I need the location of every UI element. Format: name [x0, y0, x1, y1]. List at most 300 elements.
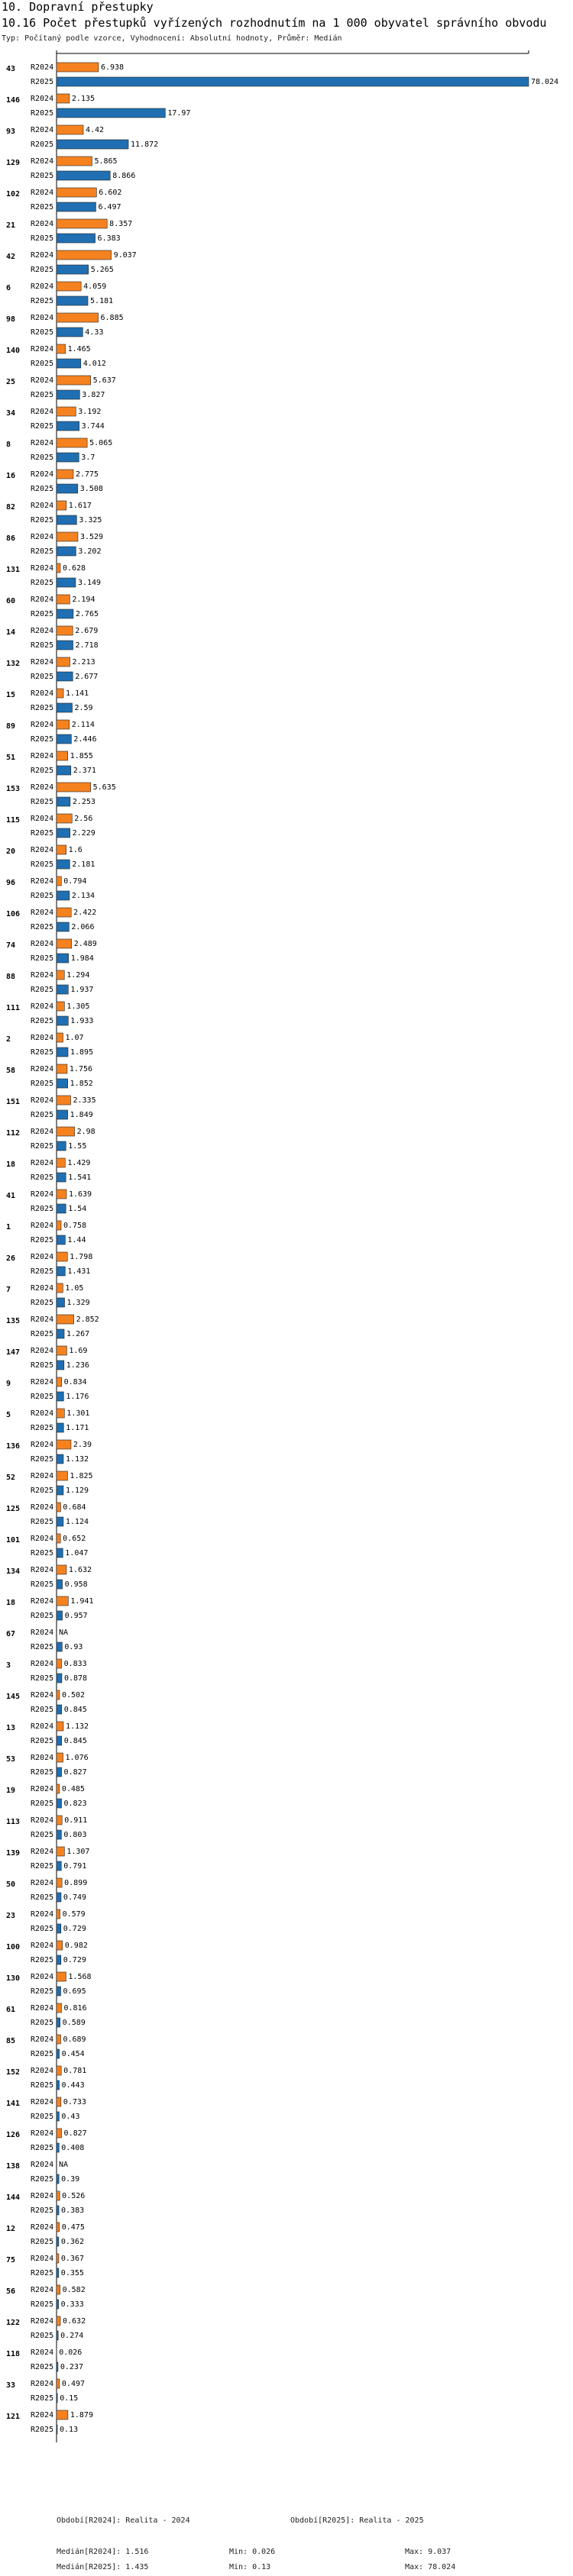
- value-label-r2025: 5.265: [90, 266, 114, 274]
- series-label-r2025: R2025: [31, 1518, 54, 1526]
- series-label-r2024: R2024: [31, 1222, 54, 1230]
- value-label-r2024: 1.132: [65, 1722, 89, 1731]
- value-label-r2025: 2.253: [72, 798, 96, 806]
- value-label-r2025: 0.729: [63, 1925, 86, 1933]
- series-label-r2024: R2024: [31, 1848, 54, 1856]
- bar-r2024: [57, 2285, 60, 2294]
- series-label-r2025: R2025: [31, 2394, 54, 2403]
- series-label-r2025: R2025: [31, 2300, 54, 2309]
- value-label-r2024: 5.637: [92, 376, 116, 385]
- bar-r2024: [57, 1127, 75, 1136]
- value-label-r2025: 0.791: [63, 1862, 87, 1871]
- series-label-r2025: R2025: [31, 860, 54, 869]
- series-label-r2024: R2024: [31, 345, 54, 353]
- period-2024-label: Období[R2024]: Realita - 2024: [57, 2516, 190, 2525]
- bar-r2024: [57, 939, 72, 948]
- bar-r2024: [57, 250, 112, 260]
- series-label-r2024: R2024: [31, 1503, 54, 1512]
- bar-r2025: [57, 171, 110, 180]
- bar-r2024: [57, 1909, 60, 1919]
- value-label-r2025: 1.895: [70, 1048, 94, 1057]
- series-label-r2025: R2025: [31, 2426, 54, 2434]
- bar-r2024: [57, 1377, 62, 1386]
- value-label-r2025: 2.134: [71, 892, 96, 900]
- value-label-r2024: 0.579: [62, 1910, 86, 1919]
- bar-r2025: [57, 547, 76, 556]
- value-label-r2024: 2.39: [73, 1441, 92, 1449]
- series-label-r2024: R2024: [31, 596, 54, 604]
- series-label-r2024: R2024: [31, 439, 54, 447]
- series-label-r2024: R2024: [31, 1566, 54, 1574]
- series-label-r2024: R2024: [31, 1034, 54, 1042]
- value-label-r2024: 0.899: [64, 1879, 88, 1887]
- bar-r2024: [57, 407, 76, 416]
- series-label-r2024: R2024: [31, 1378, 54, 1386]
- series-label-r2025: R2025: [31, 2175, 54, 2184]
- value-label-r2025: 6.383: [97, 234, 121, 243]
- bar-r2024: [57, 2129, 62, 2138]
- value-label-r2025: 1.541: [68, 1173, 92, 1182]
- bar-r2024: [57, 689, 63, 698]
- bar-r2024: [57, 1221, 61, 1230]
- series-label-r2025: R2025: [31, 203, 54, 211]
- row-id-label: 146: [6, 96, 21, 105]
- bar-r2025: [57, 1204, 66, 1213]
- bar-r2024: [57, 908, 71, 917]
- row-id-label: 147: [6, 1348, 21, 1357]
- value-label-r2025: 2.181: [72, 860, 96, 869]
- series-label-r2024: R2024: [31, 1159, 54, 1167]
- value-label-r2024: 0.911: [64, 1816, 88, 1825]
- bar-r2024: [57, 532, 78, 541]
- bar-r2025: [57, 1486, 63, 1495]
- series-label-r2024: R2024: [31, 2192, 54, 2200]
- row-id-label: 151: [6, 1098, 21, 1106]
- series-label-r2025: R2025: [31, 2332, 54, 2340]
- series-label-r2025: R2025: [31, 1173, 54, 1182]
- value-label-r2024: 1.69: [69, 1347, 88, 1355]
- value-label-r2025: 1.852: [70, 1080, 93, 1088]
- row-id-label: 121: [6, 2413, 21, 2421]
- series-label-r2025: R2025: [31, 454, 54, 462]
- row-id-label: 2: [6, 1035, 11, 1044]
- bar-r2024: [57, 751, 68, 760]
- series-label-r2024: R2024: [31, 1973, 54, 1981]
- bar-r2024: [57, 1784, 60, 1793]
- row-id-label: 152: [6, 2068, 21, 2077]
- median-2025-label: Medián[R2025]: 1.435: [57, 2563, 149, 2571]
- value-label-r2025: 1.236: [66, 1361, 89, 1370]
- value-label-r2024: 2.194: [72, 596, 96, 604]
- row-id-label: 60: [6, 597, 16, 605]
- series-label-r2024: R2024: [31, 1754, 54, 1762]
- row-id-label: 98: [6, 315, 16, 324]
- bar-r2024: [57, 1534, 60, 1543]
- row-id-label: 43: [6, 65, 16, 73]
- bar-r2024: [57, 1972, 66, 1981]
- series-label-r2024: R2024: [31, 126, 54, 134]
- series-label-r2025: R2025: [31, 1487, 54, 1495]
- series-label-r2025: R2025: [31, 1674, 54, 1683]
- value-label-r2025: 3.149: [77, 579, 102, 587]
- series-label-r2024: R2024: [31, 1629, 54, 1637]
- series-label-r2024: R2024: [31, 1002, 54, 1011]
- series-label-r2024: R2024: [31, 971, 54, 980]
- value-label-r2025: 0.15: [60, 2394, 79, 2403]
- series-label-r2025: R2025: [31, 1361, 54, 1370]
- value-label-r2024: 1.294: [66, 971, 90, 980]
- value-label-r2025: 11.872: [131, 140, 159, 149]
- value-label-r2025: 0.749: [63, 1893, 87, 1902]
- series-label-r2024: R2024: [31, 1409, 54, 1418]
- value-label-r2024: 0.982: [64, 1942, 88, 1950]
- value-label-r2024: 0.833: [63, 1660, 87, 1668]
- value-label-r2025: 0.408: [61, 2144, 85, 2152]
- series-label-r2024: R2024: [31, 2067, 54, 2075]
- bar-r2024: [57, 1471, 67, 1480]
- series-label-r2025: R2025: [31, 1643, 54, 1651]
- series-label-r2025: R2025: [31, 1080, 54, 1088]
- value-label-r2025: 0.13: [60, 2426, 79, 2434]
- bar-r2025: [57, 390, 79, 399]
- series-label-r2025: R2025: [31, 1236, 54, 1244]
- bar-r2025: [57, 1423, 63, 1432]
- bar-r2024: [57, 344, 66, 353]
- bar-r2025: [57, 2080, 60, 2090]
- bar-r2024: [57, 157, 92, 166]
- series-label-r2024: R2024: [31, 376, 54, 385]
- value-label-r2024: 0.758: [63, 1222, 87, 1230]
- value-label-r2024: 1.756: [69, 1065, 93, 1073]
- row-id-label: 18: [6, 1599, 16, 1607]
- value-label-r2024: 0.652: [63, 1535, 86, 1543]
- value-label-r2025: 3.508: [79, 485, 103, 493]
- median-2024-label: Medián[R2024]: 1.516: [57, 2548, 149, 2556]
- bar-r2025: [57, 515, 76, 525]
- value-label-r2024: 2.213: [72, 658, 96, 667]
- value-label-r2024: 2.135: [71, 95, 96, 103]
- bar-r2025: [57, 797, 70, 806]
- value-label-r2024: 0.497: [61, 2380, 86, 2388]
- series-label-r2025: R2025: [31, 234, 54, 243]
- series-label-r2024: R2024: [31, 627, 54, 635]
- chart-subtitle: 10.16 Počet přestupků vyřízených rozhodnutím na 1 000 obyvatel správního obvodu: [2, 16, 547, 30]
- series-label-r2025: R2025: [31, 1737, 54, 1745]
- series-label-r2024: R2024: [31, 658, 54, 667]
- value-label-r2024: 3.529: [79, 533, 104, 541]
- series-label-r2024: R2024: [31, 689, 54, 698]
- row-id-label: 88: [6, 973, 16, 981]
- row-id-label: 58: [6, 1067, 16, 1075]
- series-label-r2025: R2025: [31, 1612, 54, 1620]
- row-id-label: 42: [6, 253, 16, 261]
- row-id-label: 23: [6, 1912, 16, 1920]
- series-label-r2025: R2025: [31, 1862, 54, 1871]
- series-label-r2024: R2024: [31, 2161, 54, 2169]
- value-label-r2025: 0.589: [62, 2019, 86, 2027]
- series-label-r2025: R2025: [31, 892, 54, 900]
- bar-r2025: [57, 1767, 62, 1777]
- value-label-r2024: 1.301: [66, 1409, 90, 1418]
- value-label-r2025: 2.229: [72, 829, 96, 838]
- value-label-r2025: 5.181: [90, 297, 114, 305]
- bar-r2025: [57, 1173, 66, 1182]
- series-label-r2025: R2025: [31, 1580, 54, 1589]
- bar-r2025: [57, 1642, 62, 1651]
- series-label-r2025: R2025: [31, 2144, 54, 2152]
- row-id-label: 141: [6, 2100, 21, 2108]
- value-label-r2024: NA: [59, 2161, 69, 2169]
- value-label-r2025: 0.827: [63, 1768, 87, 1777]
- value-label-r2024: 0.816: [63, 2004, 87, 2013]
- value-label-r2025: 0.43: [61, 2113, 80, 2121]
- series-label-r2025: R2025: [31, 1205, 54, 1213]
- bar-r2024: [57, 2191, 60, 2200]
- row-id-label: 6: [6, 284, 11, 292]
- series-label-r2025: R2025: [31, 829, 54, 838]
- row-id-label: 12: [6, 2225, 16, 2233]
- value-label-r2024: 2.98: [76, 1128, 96, 1136]
- series-label-r2025: R2025: [31, 109, 54, 118]
- value-label-r2025: 0.355: [60, 2269, 84, 2277]
- series-label-r2025: R2025: [31, 1330, 54, 1338]
- bar-r2024: [57, 94, 70, 103]
- series-label-r2025: R2025: [31, 1925, 54, 1933]
- series-label-r2024: R2024: [31, 1347, 54, 1355]
- row-id-label: 50: [6, 1880, 16, 1889]
- series-label-r2024: R2024: [31, 1128, 54, 1136]
- row-id-label: 25: [6, 378, 16, 386]
- value-label-r2025: 1.129: [65, 1487, 89, 1495]
- bar-r2024: [57, 2003, 61, 2013]
- bar-r2025: [57, 2112, 59, 2121]
- value-label-r2025: 2.677: [75, 673, 99, 681]
- bar-r2024: [57, 2223, 60, 2232]
- row-id-label: 53: [6, 1755, 16, 1764]
- row-id-label: 34: [6, 409, 16, 418]
- value-label-r2024: 0.684: [63, 1503, 86, 1512]
- series-label-r2025: R2025: [31, 2081, 54, 2090]
- series-label-r2024: R2024: [31, 1315, 54, 1324]
- series-label-r2025: R2025: [31, 1455, 54, 1464]
- bar-r2024: [57, 1503, 60, 1512]
- bar-r2025: [57, 2268, 59, 2277]
- row-id-label: 96: [6, 879, 16, 887]
- bar-r2025: [57, 1235, 65, 1244]
- value-label-r2024: 6.938: [100, 63, 125, 72]
- bar-r2024: [57, 1346, 66, 1355]
- row-id-label: 1: [6, 1223, 11, 1232]
- bar-r2025: [57, 265, 89, 274]
- value-label-r2024: 0.628: [62, 564, 86, 573]
- bar-r2024: [57, 1816, 62, 1825]
- value-label-r2024: 0.689: [63, 2035, 86, 2044]
- series-label-r2024: R2024: [31, 2255, 54, 2263]
- bar-r2025: [57, 828, 70, 838]
- value-label-r2025: 17.97: [167, 109, 191, 118]
- series-label-r2024: R2024: [31, 1660, 54, 1668]
- value-label-r2025: 2.371: [73, 767, 96, 775]
- bar-r2024: [57, 125, 83, 134]
- series-label-r2025: R2025: [31, 2238, 54, 2246]
- min-2024-label: Min: 0.026: [229, 2548, 276, 2556]
- bar-r2025: [57, 1548, 63, 1558]
- value-label-r2025: 0.845: [63, 1706, 87, 1714]
- bar-r2024: [57, 626, 73, 635]
- bar-r2024: [57, 1158, 65, 1167]
- value-label-r2025: 3.744: [81, 422, 105, 431]
- bar-r2024: [57, 1659, 62, 1668]
- row-id-label: 89: [6, 722, 16, 731]
- bar-r2025: [57, 108, 165, 118]
- value-label-r2024: 0.794: [63, 877, 87, 886]
- row-id-label: 33: [6, 2381, 16, 2390]
- value-label-r2024: 1.465: [67, 345, 91, 353]
- series-label-r2024: R2024: [31, 1253, 54, 1261]
- series-label-r2024: R2024: [31, 2317, 54, 2326]
- value-label-r2024: 8.357: [109, 220, 133, 228]
- value-label-r2024: 2.775: [75, 470, 99, 479]
- value-label-r2025: 3.7: [81, 454, 96, 462]
- bar-r2025: [57, 1329, 64, 1338]
- series-label-r2024: R2024: [31, 95, 54, 103]
- value-label-r2025: 0.823: [63, 1800, 87, 1808]
- value-label-r2025: 0.729: [63, 1956, 86, 1964]
- value-label-r2025: 3.827: [82, 391, 105, 399]
- bar-r2024: [57, 1440, 71, 1449]
- value-label-r2024: 1.07: [65, 1034, 84, 1042]
- row-id-label: 131: [6, 566, 21, 574]
- series-label-r2025: R2025: [31, 1956, 54, 1964]
- series-label-r2025: R2025: [31, 360, 54, 368]
- value-label-r2024: 1.429: [67, 1159, 91, 1167]
- series-label-r2025: R2025: [31, 923, 54, 931]
- bar-r2024: [57, 814, 72, 823]
- value-label-r2025: 4.012: [83, 360, 106, 368]
- value-label-r2025: 0.878: [63, 1674, 88, 1683]
- series-label-r2024: R2024: [31, 1472, 54, 1480]
- value-label-r2024: 6.602: [99, 189, 122, 197]
- bar-r2025: [57, 359, 81, 368]
- bar-r2025: [57, 2237, 59, 2246]
- value-label-r2024: 2.335: [73, 1096, 96, 1105]
- bar-r2025: [57, 2143, 59, 2152]
- bar-r2025: [57, 77, 529, 86]
- value-label-r2024: 2.114: [71, 721, 95, 729]
- value-label-r2025: 3.202: [78, 547, 102, 556]
- series-label-r2025: R2025: [31, 641, 54, 650]
- series-label-r2024: R2024: [31, 721, 54, 729]
- bar-r2024: [57, 282, 81, 291]
- value-label-r2025: 0.93: [64, 1643, 83, 1651]
- series-label-r2024: R2024: [31, 2129, 54, 2138]
- value-label-r2025: 0.958: [64, 1580, 88, 1589]
- series-label-r2024: R2024: [31, 2098, 54, 2106]
- value-label-r2025: 1.124: [65, 1518, 89, 1526]
- value-label-r2024: 2.489: [73, 940, 97, 948]
- series-label-r2025: R2025: [31, 673, 54, 681]
- row-id-label: 5: [6, 1411, 11, 1419]
- series-label-r2024: R2024: [31, 1942, 54, 1950]
- series-label-r2025: R2025: [31, 735, 54, 744]
- value-label-r2024: 1.855: [70, 752, 93, 760]
- bar-r2024: [57, 1033, 63, 1042]
- series-label-r2024: R2024: [31, 157, 54, 166]
- row-id-label: 129: [6, 159, 21, 167]
- value-label-r2025: 2.446: [73, 735, 97, 744]
- series-label-r2024: R2024: [31, 940, 54, 948]
- value-label-r2024: 2.422: [73, 909, 97, 917]
- row-id-label: 145: [6, 1693, 21, 1701]
- series-label-r2024: R2024: [31, 1691, 54, 1700]
- value-label-r2024: 5.635: [92, 783, 116, 792]
- bar-r2025: [57, 2049, 60, 2058]
- bar-r2024: [57, 219, 107, 228]
- bar-r2025: [57, 1016, 68, 1025]
- row-id-label: 136: [6, 1442, 21, 1451]
- bar-r2024: [57, 970, 64, 980]
- value-label-r2024: 1.305: [66, 1002, 90, 1011]
- series-label-r2024: R2024: [31, 1441, 54, 1449]
- value-label-r2024: 1.639: [68, 1190, 92, 1199]
- value-label-r2024: 2.852: [76, 1315, 99, 1324]
- bar-r2025: [57, 1454, 63, 1464]
- value-label-r2025: 0.957: [64, 1612, 88, 1620]
- max-2024-label: Max: 9.037: [405, 2548, 452, 2556]
- bar-r2025: [57, 202, 96, 211]
- row-id-label: 126: [6, 2131, 21, 2139]
- series-label-r2025: R2025: [31, 485, 54, 493]
- bar-r2024: [57, 1283, 63, 1293]
- bar-r2025: [57, 1298, 65, 1307]
- series-label-r2025: R2025: [31, 516, 54, 525]
- value-label-r2024: NA: [59, 1629, 69, 1637]
- value-label-r2025: 1.849: [70, 1111, 93, 1119]
- series-label-r2025: R2025: [31, 610, 54, 618]
- bar-r2025: [57, 1361, 64, 1370]
- row-id-label: 140: [6, 347, 21, 355]
- bar-r2025: [57, 766, 71, 775]
- series-label-r2025: R2025: [31, 1111, 54, 1119]
- row-id-label: 15: [6, 691, 16, 699]
- value-label-r2024: 0.485: [61, 1785, 85, 1793]
- series-label-r2024: R2024: [31, 2286, 54, 2294]
- bar-r2025: [57, 734, 71, 744]
- value-label-r2024: 2.56: [74, 815, 93, 823]
- value-label-r2025: 0.454: [61, 2050, 85, 2058]
- series-label-r2025: R2025: [31, 1048, 54, 1057]
- value-label-r2025: 1.171: [66, 1424, 89, 1432]
- value-label-r2024: 0.026: [59, 2348, 83, 2357]
- row-id-label: 106: [6, 910, 21, 918]
- series-label-r2025: R2025: [31, 704, 54, 712]
- bar-r2025: [57, 954, 69, 963]
- series-label-r2025: R2025: [31, 78, 54, 86]
- bar-r2025: [57, 2206, 59, 2215]
- series-label-r2024: R2024: [31, 314, 54, 322]
- value-label-r2024: 2.679: [75, 627, 99, 635]
- series-label-r2025: R2025: [31, 2113, 54, 2121]
- series-label-r2025: R2025: [31, 1299, 54, 1307]
- value-label-r2025: 3.325: [79, 516, 102, 525]
- row-id-label: 18: [6, 1160, 16, 1169]
- series-label-r2024: R2024: [31, 1535, 54, 1543]
- chart-title: 10. Dopravní přestupky: [2, 0, 154, 14]
- value-label-r2024: 0.526: [62, 2192, 86, 2200]
- series-label-r2025: R2025: [31, 1424, 54, 1432]
- value-label-r2025: 2.765: [75, 610, 99, 618]
- series-label-r2024: R2024: [31, 63, 54, 72]
